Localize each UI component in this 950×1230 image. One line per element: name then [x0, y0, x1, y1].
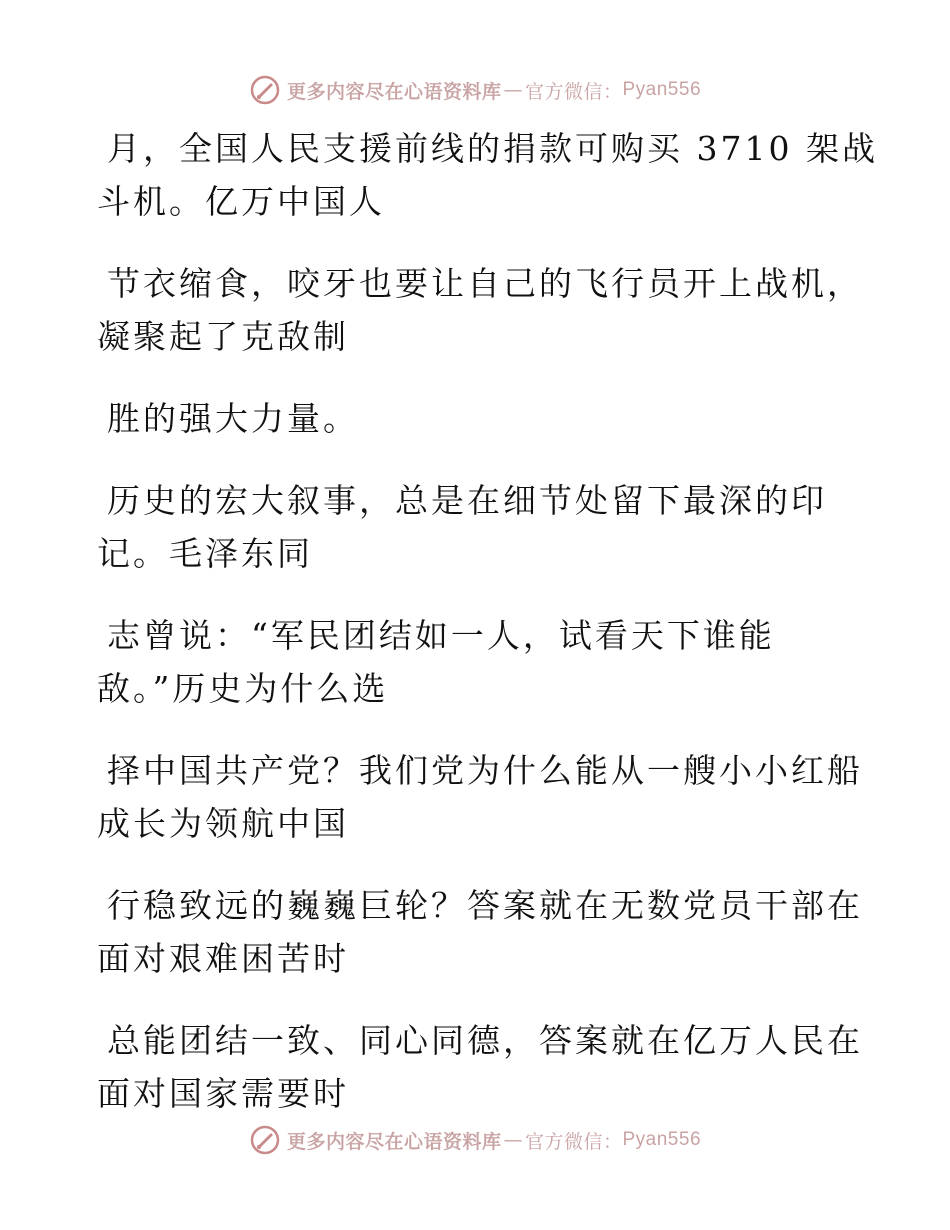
paragraph-line: 凝聚起了克敌制 — [97, 317, 349, 356]
paragraph-line: 行稳致远的巍巍巨轮？答案就在无数党员干部在 — [107, 886, 863, 925]
paragraph-line: 记。毛泽东同 — [97, 534, 313, 573]
paragraph — [97, 1010, 863, 1125]
paragraph — [97, 118, 878, 233]
paragraph-line: 月，全国人民支援前线的捐款可购买 3710 架战 — [107, 129, 878, 168]
watermark-label: 官方微信： — [524, 80, 623, 103]
watermark-label: 官方微信： — [524, 1130, 623, 1153]
watermark-id: Pyan556 — [622, 1129, 702, 1150]
watermark-brand: 更多内容尽在心语资料库 — [286, 80, 502, 103]
paragraph-line: 面对艰难困苦时 — [97, 939, 349, 978]
footer-watermark — [0, 1120, 950, 1160]
paragraph-line: 节衣缩食，咬牙也要让自己的飞行员开上战机， — [107, 264, 863, 303]
watermark-brand: 更多内容尽在心语资料库 — [286, 1130, 502, 1153]
paragraph — [97, 253, 863, 368]
paragraph — [97, 875, 863, 990]
paragraph — [97, 605, 857, 720]
header-watermark — [0, 70, 950, 110]
paragraph — [97, 740, 863, 855]
paragraph-line: 胜的强大力量。 — [107, 399, 359, 438]
paragraph-line: 敌。”历史为什么选 — [97, 669, 389, 708]
paragraph-line: 面对国家需要时 — [97, 1074, 349, 1113]
watermark-dash: — — [503, 79, 523, 101]
paragraph-line: 斗机。亿万中国人 — [97, 182, 385, 221]
paragraph-line: 志曾说：“军民团结如一人，试看天下谁能 — [107, 616, 775, 655]
watermark-id: Pyan556 — [622, 79, 702, 100]
pen-logo-icon — [249, 74, 281, 106]
paragraph — [97, 388, 857, 450]
paragraph-line: 成长为领航中国 — [97, 804, 349, 843]
paragraph — [97, 470, 857, 585]
paragraph-line: 总能团结一致、同心同德，答案就在亿万人民在 — [107, 1021, 863, 1060]
paragraph-line: 择中国共产党？我们党为什么能从一艘小小红船 — [107, 751, 863, 790]
watermark-dash: — — [503, 1129, 523, 1151]
pen-logo-icon — [249, 1124, 281, 1156]
document-body — [97, 118, 878, 1145]
paragraph-line: 历史的宏大叙事，总是在细节处留下最深的印 — [107, 481, 827, 520]
